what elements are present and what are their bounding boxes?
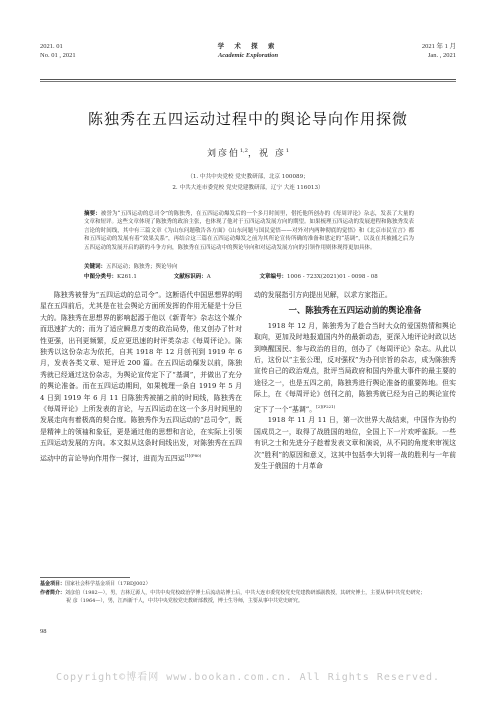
header-rule-thin <box>40 81 456 82</box>
abstract-label: 摘要： <box>84 211 101 217</box>
footnote-rule <box>40 577 130 578</box>
journal-name-en: Academic Exploration <box>217 52 279 59</box>
page-number: 98 <box>40 628 47 635</box>
article-no: 1006 - 723X(2021)01 - 0098 - 08 <box>287 274 378 280</box>
affiliation-line: 2. 中共大连市委党校 党史党建教研部，辽宁 大连 116013） <box>172 185 324 191</box>
keywords-label: 关键词： <box>84 264 107 270</box>
section-heading: 一、陈独秀在五四运动前的舆论准备 <box>288 305 422 316</box>
copyright-watermark: Copyright©博看网 www.bookan.com.cn. All Rights Reserved. <box>56 672 441 683</box>
body-text: 1918 年 12 月，陈独秀为了趁合当时大众的爱国热情和舆论取向，更加及时地报道国内外的最新动态，更深入地评论时政以达到唤醒国民、参与政治的目的，创办了《每周评论》杂志。从此以后，这份以“主张公理，反对强权”为办刊宗旨的杂志，成为陈独秀宣传自己的政治观点，批评当局政府和国内外重大事件的最主要的途径之一，也是五四之前，陈独秀进行舆论准备的重要阵地。但实际上，在《每周评论》创刊之前，陈独秀就已经为自己的舆论宣传定下了一个“基调”。 <box>254 321 456 413</box>
running-head <box>40 42 456 78</box>
journal-date-en: Jan. , 2021 <box>427 52 456 59</box>
author-line <box>0 146 496 159</box>
author-bio: 刘彦伯（1982—），男，吉林辽源人，中共中央党校政治学博士后流动站博士后，中共大连市委党校党史党建教研部副教授，其研究博士，主要从事中共党史研究； <box>65 589 426 596</box>
journal-no: No. 01 , 2021 <box>40 52 76 59</box>
article-no-label: 文章编号： <box>259 274 288 280</box>
author-bio: 祝 彦（1964—），男，江西新干人，中共中央党校党史教研部教授，博士生导师，主要从事中共党史研究。 <box>66 598 303 604</box>
header-rule <box>40 79 456 80</box>
clc-label: 中图分类号： <box>84 274 118 280</box>
abstract <box>84 210 414 252</box>
keywords-line <box>84 262 414 270</box>
fund-text: 国家社会科学基金项目（17BDJ002） <box>65 581 151 587</box>
journal-name-cn: 学 术 探 索 <box>217 42 279 50</box>
body-paragraph <box>40 290 242 464</box>
journal-date-right <box>422 42 456 60</box>
author-note <box>40 589 456 598</box>
body-column-right <box>254 290 456 472</box>
body-paragraph: 动的发展指引方向提出见解，以求方家指正。 <box>254 291 392 299</box>
body-column-left <box>40 290 242 464</box>
journal-name <box>40 42 456 60</box>
fund-note <box>40 580 456 589</box>
clc-code: K261.1 <box>117 274 137 280</box>
journal-year: 2021. 01 <box>40 43 63 50</box>
keywords: 五四运动；陈独秀；舆论导向 <box>106 264 178 270</box>
author-affiliation-marker: 1,2 <box>239 148 248 154</box>
journal-date-cn: 2021 年 1 月 <box>421 43 456 50</box>
fund-label: 基金项目： <box>40 581 66 587</box>
footnotes <box>40 580 456 606</box>
author-affiliation-marker: 1 <box>285 148 290 154</box>
classification-line <box>84 272 414 280</box>
doc-code-label: 文献标识码： <box>173 274 207 280</box>
author-note-label: 作者简介： <box>40 589 66 596</box>
abstract-text: 被誉为“五四运动的总司令”的陈独秀，在五四运动爆发后的一个多月时间里，借托他所创办的《每周评论》杂志，发表了大量的文章和短评。这些文章体现了陈独秀的政治主张，也体现了他对于五四运动发展方向的期望。如果梳理五四运动的发展进程和陈独秀发表言论的时间线，其中有三篇文章《为山东问题敬告各方面》《山东问题与国民觉悟——对外对内两种彻底的觉悟》和《北京市民宣言》都和五四运动的发展有着“效果关系”，再结合这三篇在五四运动爆发之前为其所论宣传所确的准备和恩定的“基调”，以及在其被捕之后为五四运动的发展开启的新的斗争方向，陈独秀在五四运动中的舆论导向和对运动发展方向的引领作用则体现得更加具体。 <box>84 211 415 251</box>
author-name: 祝 彦 <box>258 149 286 159</box>
body-paragraph: 1918 年 11 月 11 日，第一次世界大战结束，中国作为协约国成员之一，取得了战胜国的地位，全国上下一片欢呼雀跃。一些有识之士和先进分子趁着发表文章和演说，从不同的角度来审视这次“胜利”的原因和意义，这其中包括李大钊将一战的胜利与一年前发生于俄国的十月革命 <box>254 416 456 470</box>
doc-code: A <box>206 274 211 280</box>
affiliation-line: （1. 中共中央党校 党史教研部，北京 100089； <box>187 174 309 180</box>
citation-marker: [2](P221) <box>316 403 336 409</box>
body-text: 陈独秀被誉为“五四运动的总司令”。这断语代中国思想界的明星在五四前后，尤其是在社会舆论方面所发挥的作用无疑是十分巨大的。陈独秀在思想界的影响起源于他以《新青年》杂志这个媒介而迅速扩大的；而为了适应瞬息万变的政治局势，他又创办了针对性更强，出刊更频繁，反应更迅速的时评类杂志《每周评论》。陈独秀以这份杂志为依托，自其 1918 年 12 月创刊到 1919 年 6 月，发表各类文章、短评近 200 篇。在五四运动爆发以前，陈独秀就已经通过这份杂志，为舆论宣传定下了“基调”，并做出了充分的舆论准备。而在五四运动期间，如果梳理一条自 1919 年 5 月 4 日到 1919 年 6 月 11 日陈独秀被捕之前的时间线，陈独秀在《每周评论》上所发表的言论，与五四运动在这一个多月时间里的发展走向有着极高的契合度。陈独秀作为五四运动的“总司令”，既是精神上的领袖和象征，更是通过他的思想和言论，在实际上引领五四运动发展的方向。本文拟从这条时间线出发，对陈独秀在五四运动中的言论导向作用作一探讨，进而为五四运 <box>40 291 242 462</box>
author-name: 刘彦伯 <box>206 149 240 159</box>
article-title: 陈独秀在五四运动过程中的舆论导向作用探微 <box>87 110 408 128</box>
author-separator: ， <box>247 149 259 159</box>
citation-marker: [1](P80) <box>184 452 202 458</box>
body-paragraph <box>254 321 456 416</box>
